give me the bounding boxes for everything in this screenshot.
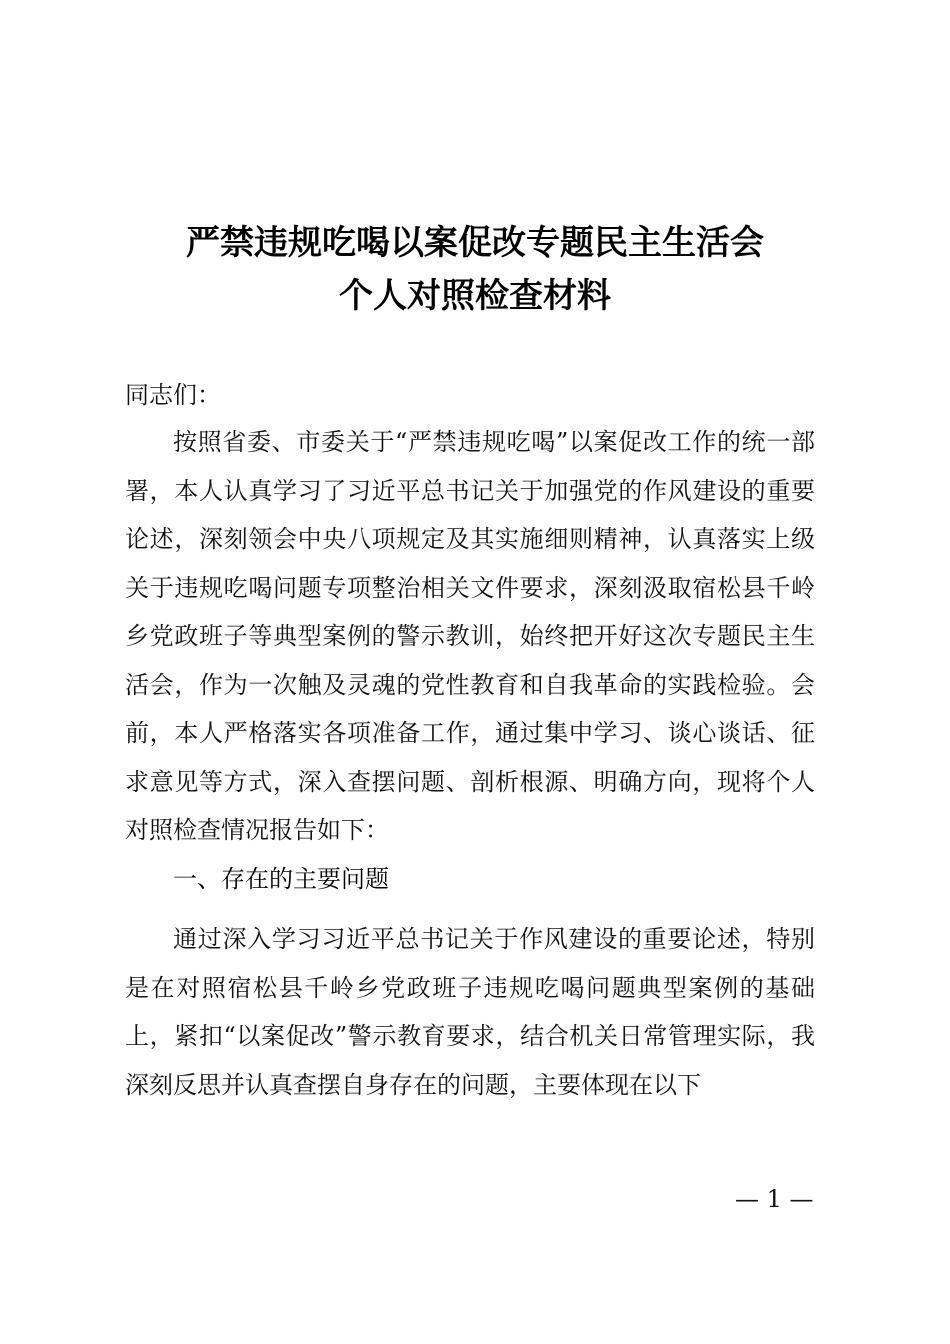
paragraph-intro: 按照省委、市委关于“严禁违规吃喝”以案促改工作的统一部署，本人认真学习了习近平总书记关于加强党的作风建设的重要论述，深刻领会中央八项规定及其实施细则精神，认真落实上级关于违规吃喝问题专项整治相关文件要求，深刻汲取宿松县千岭乡党政班子等典型案例的警示教训，始终把开好这次专题民主生活会，作为一次触及灵魂的党性教育和自我革命的实践检验。会前，本人严格落实各项准备工作，通过集中学习、谈心谈话、征求意见等方式，深入查摆问题、剖析根源、明确方向，现将个人对照检查情况报告如下：	[125, 428, 815, 844]
page-number: — 1 —	[735, 1185, 814, 1213]
document-title-line2: 个人对照检查材料	[339, 276, 611, 316]
document-title-line1: 严禁违规吃喝以案促改专题民主生活会	[186, 223, 764, 263]
salutation: 同志们：	[125, 381, 221, 409]
paragraph-problems: 通过深入学习习近平总书记关于作风建设的重要论述，特别是在对照宿松县千岭乡党政班子违规吃喝问题典型案例的基础上，紧扣“以案促改”警示教育要求，结合机关日常管理实际，我深刻反思并认真查摆自身存在的问题，主要体现在以下	[125, 925, 815, 1099]
section-heading-main-problems: 一、存在的主要问题	[173, 865, 389, 893]
